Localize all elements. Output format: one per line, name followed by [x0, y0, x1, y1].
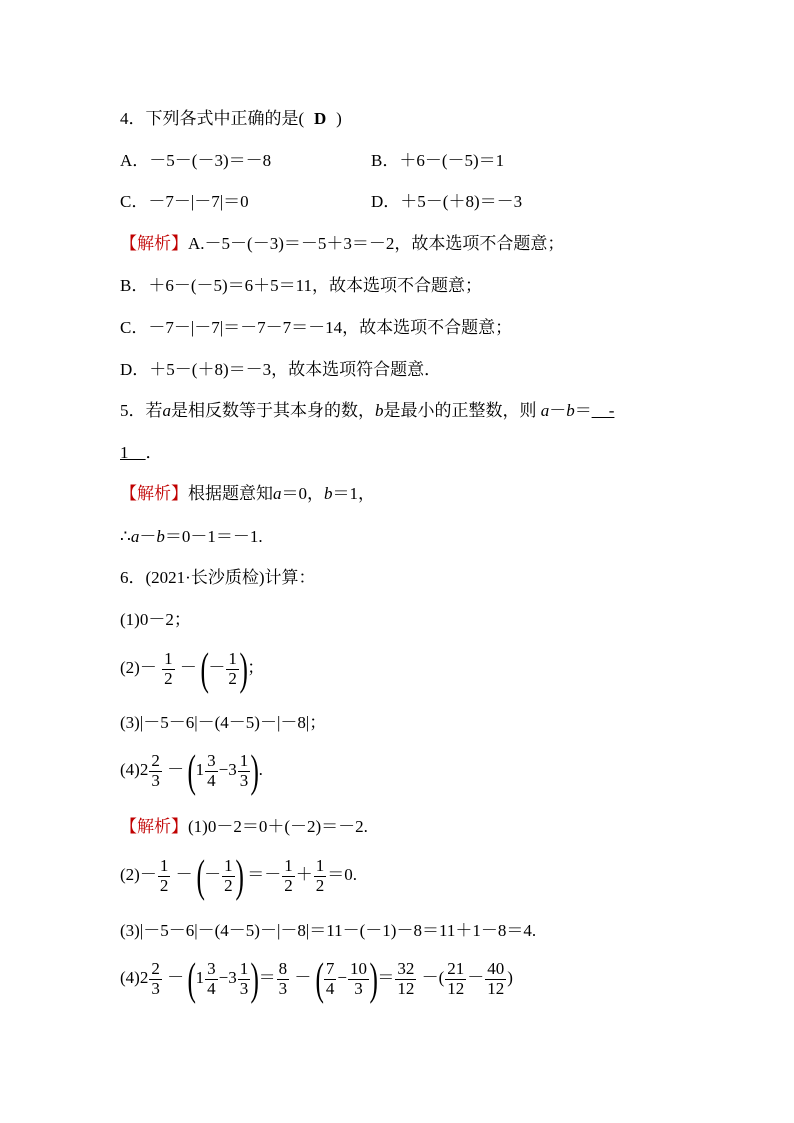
q5-stem: 5．若a是相反数等于其本身的数，b是最小的正整数，则 a－b＝__-	[120, 401, 615, 420]
fraction: $\frac{3}{4}$	[207, 958, 216, 998]
analysis-tag: 【解析】	[120, 234, 188, 253]
q4-option-row-1	[120, 150, 505, 172]
q4-answer: D	[314, 109, 327, 128]
q5-analysis-1: 【解析】根据题意知a＝0，b＝1，	[120, 484, 375, 503]
fraction: $\frac{40}{12}$	[487, 958, 505, 998]
q4-analysis-1: 【解析】A.－5－(－3)＝－5＋3＝－2，故本选项不合题意；	[120, 234, 565, 253]
q6-part-2: (2)－ $\frac{1}{2}$ － (－ $\frac{1}{2}$ )；	[120, 643, 265, 695]
q4-analysis-3: C．－7－|－7|＝－7－7＝－14，故本选项不合题意；	[120, 318, 513, 337]
q4-option-d: D．＋5－(＋8)＝－3	[371, 192, 523, 211]
fraction: $\frac{1}{2}$	[164, 648, 173, 688]
q5-blank-answer: 1__	[120, 443, 146, 462]
q4-stem: 4．下列各式中正确的是( D )	[120, 109, 342, 128]
fraction: $\frac{2}{3}$	[151, 750, 160, 790]
fraction: $\frac{1}{2}$	[224, 855, 233, 895]
fraction: $\frac{8}{3}$	[278, 958, 288, 998]
q6-analysis-2: (2)－ $\frac{1}{2}$ － (－ $\frac{1}{2}$ ) ＝－ $\frac{1}{2}$ ＋ $\frac{1}{2}$ ＝0.	[120, 850, 357, 902]
fraction: $\frac{1}{2}$	[284, 855, 293, 895]
fraction: $\frac{1}{2}$	[315, 855, 325, 895]
q5-blank: __-	[591, 401, 615, 420]
analysis-tag: 【解析】	[120, 484, 188, 503]
q5-analysis-2: ∴a－b＝0－1＝－1.	[120, 527, 263, 546]
fraction: $\frac{2}{3}$	[151, 958, 160, 998]
fraction: $\frac{1}{3}$	[239, 750, 249, 790]
q4-option-a: A．－5－(－3)＝－8	[120, 151, 272, 170]
q4-analysis-4: D．＋5－(＋8)＝－3，故本选项符合题意．	[120, 360, 442, 379]
q6-analysis-4: (4)2 $\frac{2}{3}$ － (1 $\frac{3}{4}$ −3 $\frac{1}{3}$ )＝ $\frac{8}{3}$ － ( $\frac{7}{4}$ − $\frac{10}{3}$ )＝ $\frac{32}{12}$ －( $\frac{21}{12}$ － $\frac{40}{12}$ )	[120, 953, 513, 1005]
fraction: $\frac{10}{3}$	[350, 958, 367, 998]
fraction: $\frac{32}{12}$	[397, 958, 415, 998]
q6-analysis-3: (3)|－5－6|－(4－5)－|－8|＝11－(－1)－8＝11＋1－8＝4.	[120, 921, 537, 940]
fraction: $\frac{1}{2}$	[228, 648, 237, 688]
fraction: $\frac{1}{3}$	[239, 958, 249, 998]
analysis-tag: 【解析】	[120, 817, 188, 836]
fraction: $\frac{7}{4}$	[325, 958, 335, 998]
q6-part-1: (1)0－2；	[120, 610, 191, 629]
q5-stem-cont: 1__．	[120, 443, 163, 462]
q6-part-3: (3)|－5－6|－(4－5)－|－8|；	[120, 713, 327, 732]
q4-analysis-2: B．＋6－(－5)＝6＋5＝11，故本选项不合题意；	[120, 276, 483, 295]
fraction: $\frac{1}{2}$	[159, 855, 169, 895]
q6-part-4: (4)2 $\frac{2}{3}$ － (1 $\frac{3}{4}$ −3 $\frac{1}{3}$ ).	[120, 745, 263, 797]
q6-analysis-1: 【解析】(1)0－2＝0＋(－2)＝－2.	[120, 817, 368, 836]
fraction: $\frac{21}{12}$	[447, 958, 465, 998]
q4-option-row-2	[120, 191, 523, 213]
q6-stem: 6．(2021·长沙质检)计算：	[120, 568, 316, 587]
fraction: $\frac{3}{4}$	[207, 750, 216, 790]
q4-option-c: C．－7－|－7|＝0	[120, 192, 249, 211]
q4-option-b: B．＋6－(－5)＝1	[371, 151, 505, 170]
